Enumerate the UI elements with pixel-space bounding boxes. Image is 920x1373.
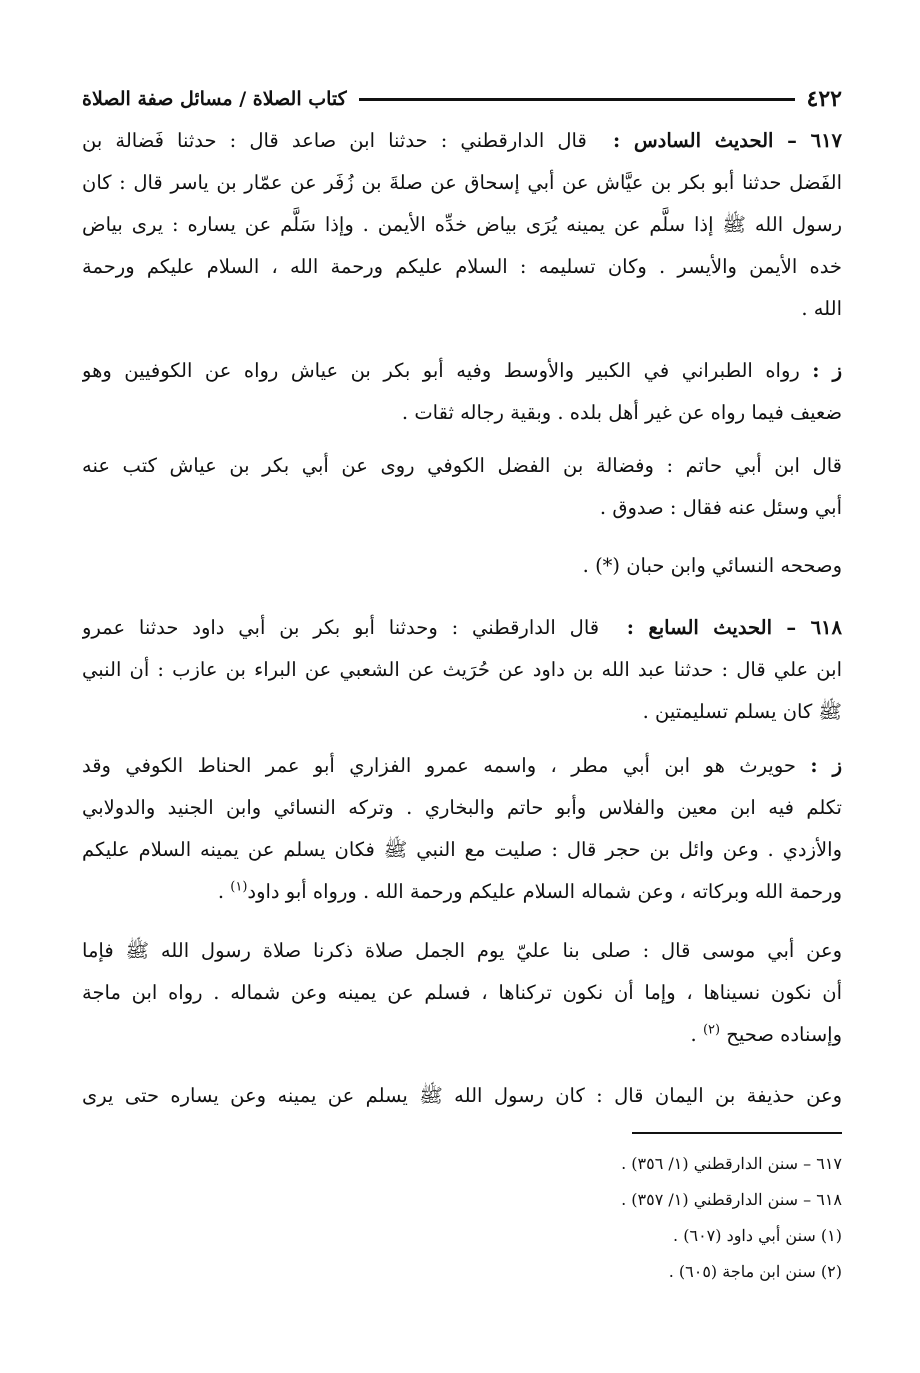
abu-musa-line-1: وعن أبي موسى قال : صلى بنا عليّ يوم الجمل صلاة ذكرنا صلاة رسول الله ﷺ فإما xyxy=(82,939,842,962)
hadith-618-label: ٦١٨ – الحديث السابع : xyxy=(626,616,842,639)
hadith-617-line-2: الفَضل حدثنا أبو بكر بن عيَّاش عن أبي إسحاق عن صلةَ بن زُفَر عن عمّار بن ياسر قال : كان xyxy=(82,171,842,194)
footnote-617: ٦١٧ – سنن الدارقطني (١/ ٣٥٦) . xyxy=(621,1154,842,1173)
hudhayfa-paragraph xyxy=(82,1075,842,1117)
text-span: ورحمة الله وبركاته ، وعن شماله السلام عليكم ورحمة الله . ورواه أبو داود xyxy=(247,880,842,903)
footnote-2: (٢) سنن ابن ماجة (٦٠٥) . xyxy=(668,1262,842,1281)
abu-musa-line-2: أن نكون نسيناها ، وإما أن نكون تركناها ، فسلم عن يمينه وعن شماله . رواه ابن ماجة xyxy=(82,981,842,1004)
footnote-618: ٦١٨ – سنن الدارقطني (١/ ٣٥٧) . xyxy=(621,1190,842,1209)
footnotes xyxy=(82,1146,842,1290)
footnote-rule xyxy=(632,1132,842,1134)
footnote-ref[interactable]: (١) xyxy=(230,879,248,895)
page-header xyxy=(82,84,842,114)
footnote-1: (١) سنن أبي داود (٦٠٧) . xyxy=(673,1226,842,1245)
hadith-617-label: ٦١٧ – الحديث السادس : xyxy=(612,129,842,152)
hadith-617 xyxy=(82,120,842,330)
hudhayfa-line-1: وعن حذيفة بن اليمان قال : كان رسول الله ﷺ يسلم عن يمينه وعن يساره حتى يرى xyxy=(82,1084,842,1107)
text-span: رواه الطبراني في الكبير والأوسط وفيه أبو بكر بن عياش رواه عن الكوفيين وهو xyxy=(82,359,800,382)
note-618-line-1 xyxy=(82,745,842,787)
ibn-abi-hatim-line-1: قال ابن أبي حاتم : وفضالة بن الفضل الكوفي روى عن أبي بكر بن عياش كتب عنه xyxy=(82,454,842,477)
hadith-617-line-4: خده الأيمن والأيسر . وكان تسليمه : السلام عليكم ورحمة الله ، السلام عليكم ورحمة xyxy=(82,255,842,278)
hadith-617-line-1 xyxy=(82,120,842,162)
hadith-617-line-3: رسول الله ﷺ إذا سلَّم عن يمينه يُرَى بياض خدِّه الأيمن . وإذا سَلَّم عن يساره : يرى بياض xyxy=(82,213,842,236)
abu-musa-paragraph xyxy=(82,930,842,1056)
ibn-abi-hatim-line-2: أبي وسئل عنه فقال : صدوق . xyxy=(599,496,842,519)
note-marker: ز : xyxy=(810,754,842,777)
hadith-618-line-2: ابن علي قال : حدثنا عبد الله بن داود عن حُرَيث عن الشعبي عن البراء بن عازب : أن النبي xyxy=(82,658,842,681)
text-span: حويرث هو ابن أبي مطر ، واسمه عمرو الفزاري أبو عمر الحناط الكوفي وقد xyxy=(82,754,796,777)
hadith-617-line-5: الله . xyxy=(801,297,842,320)
footnote-ref[interactable]: (٢) xyxy=(702,1022,721,1038)
hadith-618 xyxy=(82,607,842,733)
note-618-line-3: والأزدي . وعن وائل بن حجر قال : صليت مع النبي ﷺ فكان يسلم عن يمينه السلام عليكم xyxy=(82,838,842,861)
note-617-line-1 xyxy=(82,350,842,392)
text-span: وإسناده صحيح xyxy=(726,1023,842,1046)
note-617-line-2: ضعيف فيما رواه عن غير أهل بلده . وبقية رجاله ثقات . xyxy=(401,401,842,424)
abu-musa-line-3 xyxy=(82,1014,842,1056)
book-page xyxy=(82,0,842,1373)
note-617 xyxy=(82,350,842,434)
hadith-618-line-1 xyxy=(82,607,842,649)
text-span: . xyxy=(217,880,231,903)
text-span: . xyxy=(690,1023,703,1046)
ibn-abi-hatim-paragraph xyxy=(82,445,842,529)
sahhahu-line-1: وصححه النسائي وابن حبان (*) . xyxy=(582,554,842,577)
sahhahu-paragraph xyxy=(82,545,842,587)
note-618 xyxy=(82,745,842,913)
note-marker: ز : xyxy=(812,359,842,382)
hadith-618-line-3: ﷺ كان يسلم تسليمتين . xyxy=(642,700,842,723)
header-rule xyxy=(359,98,795,101)
note-618-line-2: تكلم فيه ابن معين والفلاس وأبو حاتم والبخاري . وتركه النسائي وابن الجنيد والدولابي xyxy=(82,796,842,819)
text-span: قال الدارقطني : حدثنا ابن صاعد قال : حدثنا فَضالة بن xyxy=(82,129,587,152)
text-span: قال الدارقطني : وحدثنا أبو بكر بن أبي داود حدثنا عمرو xyxy=(82,616,600,639)
running-title: كتاب الصلاة / مسائل صفة الصلاة xyxy=(82,88,347,110)
note-618-line-4 xyxy=(82,871,842,913)
page-number: ٤٢٢ xyxy=(806,86,842,112)
